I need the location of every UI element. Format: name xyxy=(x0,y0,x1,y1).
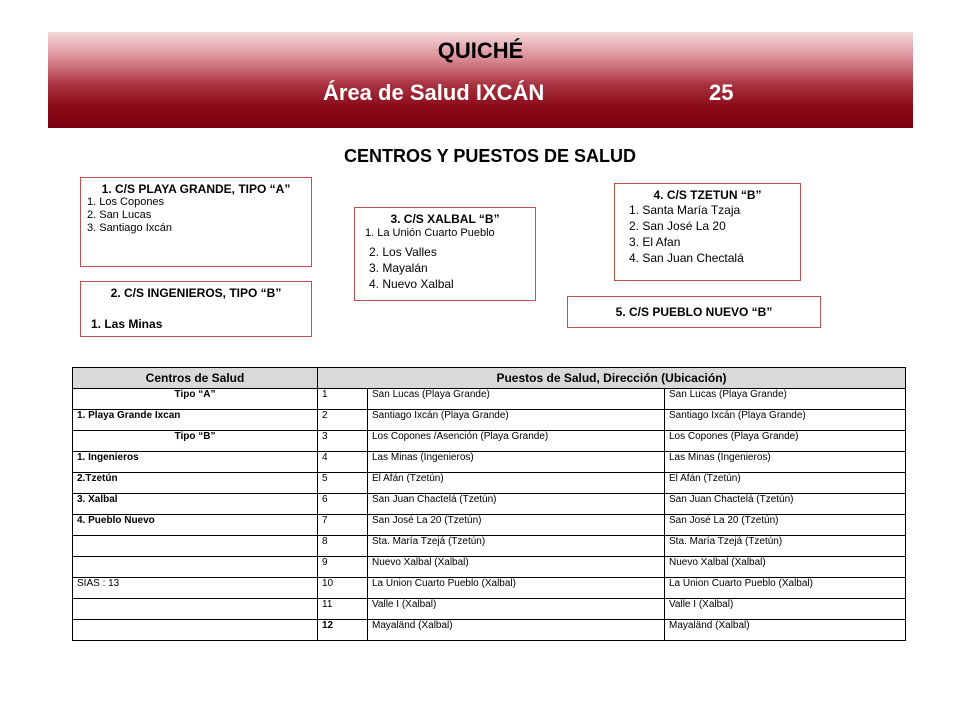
table-row xyxy=(73,515,906,536)
post-cell: Santiago Ixcán (Playa Grande) xyxy=(368,410,665,431)
number-cell: 4 xyxy=(318,452,368,473)
number-cell: 7 xyxy=(318,515,368,536)
table-row xyxy=(73,557,906,578)
table-header-row xyxy=(73,368,906,389)
post-cell: Nuevo Xalbal (Xalbal) xyxy=(665,557,906,578)
column-header: Centros de Salud xyxy=(73,368,318,389)
list-item: 2. San Lucas xyxy=(87,209,152,221)
center-cell: 4. Pueblo Nuevo xyxy=(73,515,318,536)
number-cell: 10 xyxy=(318,578,368,599)
post-cell: Valle I (Xalbal) xyxy=(665,599,906,620)
center-box-ingenieros xyxy=(80,281,312,337)
center-box-xalbal xyxy=(354,207,536,301)
department-title: QUICHÉ xyxy=(437,38,524,63)
post-list xyxy=(621,202,794,266)
post-cell: San Lucas (Playa Grande) xyxy=(368,389,665,410)
number-cell: 9 xyxy=(318,557,368,578)
center-cell xyxy=(73,599,318,620)
post-cell: Nuevo Xalbal (Xalbal) xyxy=(368,557,665,578)
post-cell: San José La 20 (Tzetún) xyxy=(368,515,665,536)
table-row xyxy=(73,599,906,620)
center-box-title: 2. C/S INGENIEROS, TIPO “B” xyxy=(110,286,282,300)
post-cell: Santiago Ixcán (Playa Grande) xyxy=(665,410,906,431)
title-banner xyxy=(48,32,913,128)
post-cell: San Lucas (Playa Grande) xyxy=(665,389,906,410)
column-header: Puestos de Salud, Dirección (Ubicación) xyxy=(318,368,906,389)
center-cell: 2.Tzetún xyxy=(73,473,318,494)
post-cell: Sta. María Tzejá (Tzetún) xyxy=(665,536,906,557)
center-cell: 1. Playa Grande Ixcan xyxy=(73,410,318,431)
list-item: 3. Mayalán xyxy=(369,261,428,275)
number-cell: 6 xyxy=(318,494,368,515)
list-item: 4. San Juan Chectalá xyxy=(629,251,744,265)
post-cell: San Juan Chactelá (Tzetún) xyxy=(368,494,665,515)
list-item: 1. Las Minas xyxy=(91,317,163,331)
table-row xyxy=(73,410,906,431)
table-row xyxy=(73,431,906,452)
post-cell: La Union Cuarto Pueblo (Xalbal) xyxy=(368,578,665,599)
post-cell: San José La 20 (Tzetún) xyxy=(665,515,906,536)
table-row xyxy=(73,494,906,515)
center-cell: 3. Xalbal xyxy=(73,494,318,515)
list-item: 3. El Afan xyxy=(629,235,681,249)
number-cell: 11 xyxy=(318,599,368,620)
center-cell: Tipo “A” xyxy=(73,389,318,410)
center-cell: Tipo “B” xyxy=(73,431,318,452)
center-box-title: 5. C/S PUEBLO NUEVO “B” xyxy=(615,305,773,319)
center-box-title: 1. C/S PLAYA GRANDE, TIPO “A” xyxy=(101,182,291,196)
center-box-tzetun xyxy=(614,183,801,281)
health-posts-table xyxy=(72,367,906,641)
post-cell: San Juan Chactelá (Tzetún) xyxy=(665,494,906,515)
center-box-title: 4. C/S TZETUN “B” xyxy=(653,188,762,202)
list-item: 3. Santiago Ixcán xyxy=(87,222,173,234)
list-item: 2. Los Valles xyxy=(369,245,437,259)
table-row xyxy=(73,620,906,641)
table-row xyxy=(73,389,906,410)
health-area-title: Área de Salud IXCÁN xyxy=(323,80,545,105)
number-cell: 1 xyxy=(318,389,368,410)
table-row xyxy=(73,578,906,599)
post-cell: Los Copones /Asención (Playa Grande) xyxy=(368,431,665,452)
center-cell xyxy=(73,536,318,557)
number-cell: 2 xyxy=(318,410,368,431)
section-title: CENTROS Y PUESTOS DE SALUD xyxy=(343,146,637,166)
list-item: 1. Santa María Tzaja xyxy=(629,203,741,217)
table-row xyxy=(73,536,906,557)
slide-number: 25 xyxy=(709,80,734,105)
center-box-title: 3. C/S XALBAL “B” xyxy=(390,212,500,226)
list-item: 4. Nuevo Xalbal xyxy=(369,277,454,291)
center-cell xyxy=(73,557,318,578)
list-item: 2. San José La 20 xyxy=(629,219,726,233)
number-cell: 8 xyxy=(318,536,368,557)
table-row xyxy=(73,452,906,473)
center-cell xyxy=(73,620,318,641)
post-cell: Sta. María Tzejá (Tzetún) xyxy=(368,536,665,557)
post-cell: El Afán (Tzetún) xyxy=(665,473,906,494)
post-cell: Las Minas (Ingenieros) xyxy=(665,452,906,473)
post-cell: El Afán (Tzetún) xyxy=(368,473,665,494)
center-box-playa-grande xyxy=(80,177,312,267)
number-cell: 5 xyxy=(318,473,368,494)
list-item: 1. Los Copones xyxy=(87,196,165,208)
post-list xyxy=(361,244,529,292)
post-cell: La Union Cuarto Pueblo (Xalbal) xyxy=(665,578,906,599)
post-cell: Mayaländ (Xalbal) xyxy=(368,620,665,641)
center-cell: 1. Ingenieros xyxy=(73,452,318,473)
post-cell: Las Minas (Ingenieros) xyxy=(368,452,665,473)
sias-count: SIAS : 13 xyxy=(73,578,318,599)
post-list xyxy=(87,196,305,235)
number-cell: 12 xyxy=(318,620,368,641)
post-cell: Los Copones (Playa Grande) xyxy=(665,431,906,452)
center-box-pueblo-nuevo xyxy=(567,296,821,328)
post-cell: Valle I (Xalbal) xyxy=(368,599,665,620)
list-item: 1. La Unión Cuarto Pueblo xyxy=(365,227,495,239)
number-cell: 3 xyxy=(318,431,368,452)
table-row xyxy=(73,473,906,494)
post-cell: Mayaländ (Xalbal) xyxy=(665,620,906,641)
